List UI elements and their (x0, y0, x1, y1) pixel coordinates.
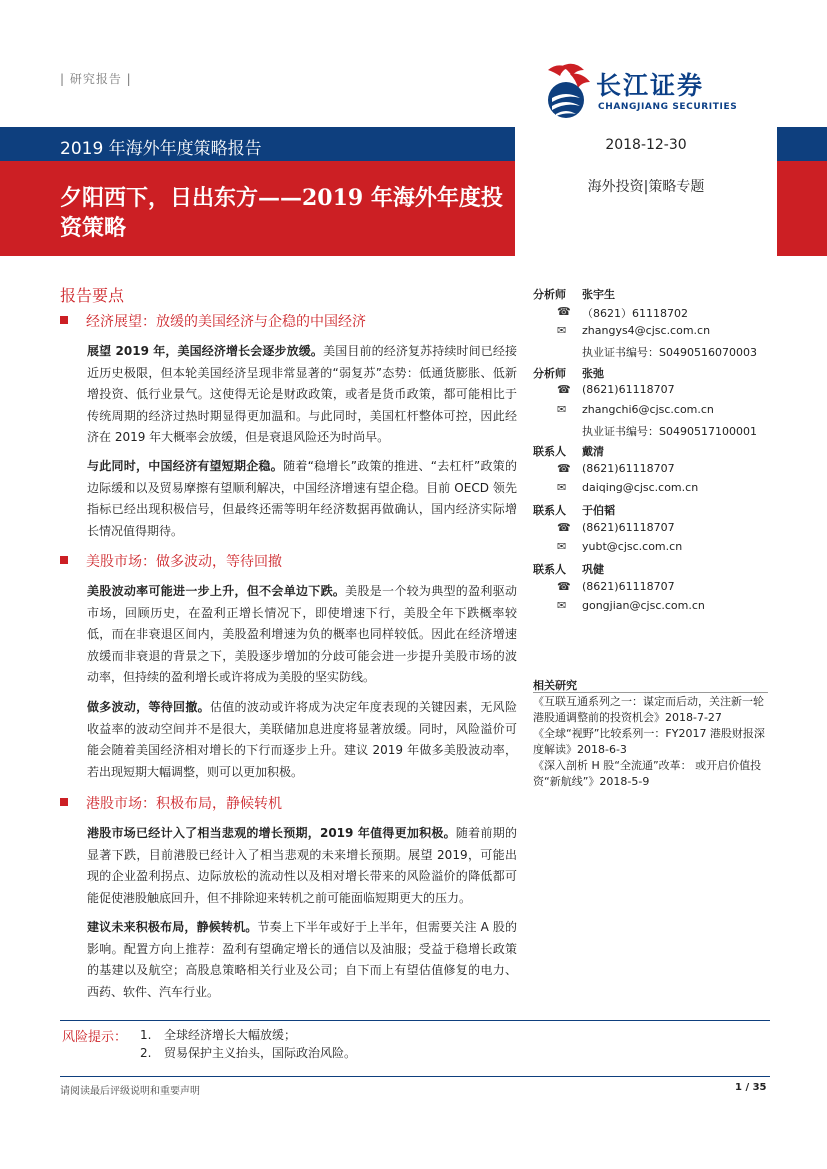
contact-name: 张弛 (582, 367, 604, 380)
paragraph: 展望 2019 年，美国经济增长会逐步放缓。美国目前的经济复苏持续时间已经接近历史极限，但本轮美国经济呈现非常显著的“弱复苏”态势：低通货膨胀、低新增投资、低行业景气。这使得无论是财政政策，或者是货币政策，都可能相比于传统周期的经济过热时期显得更加温和。与此同时，美国杠杆整体可控，因此经济在 2019 年大概率会放缓，但是衰退风险还为时尚早。 (87, 344, 517, 444)
email-icon: ✉ (557, 599, 567, 612)
report-type-tag: | 研究报告 | (60, 72, 132, 86)
contact-role: 分析师 (533, 288, 566, 301)
report-category: 海外投资|策略专题 (587, 179, 705, 195)
related-item[interactable]: 《深入剖析 H 股“全流通”改革： 或开启价值投资“新航线”》2018-5-9 (533, 759, 762, 788)
block-heading: 经济展望：放缓的美国经济与企稳的中国经济 (60, 312, 366, 332)
contact-email[interactable]: yubt@cjsc.com.cn (582, 540, 683, 553)
phone-icon: ☎ (557, 521, 571, 534)
related-research-title: 相关研究 (533, 679, 577, 692)
email-icon: ✉ (557, 324, 567, 337)
email-icon: ✉ (557, 403, 567, 416)
divider (533, 692, 768, 693)
risk-item: 2. 贸易保护主义抬头，国际政治风险。 (140, 1046, 357, 1060)
contact-role: 联系人 (533, 504, 566, 517)
paragraph: 做多波动，等待回撤。估值的波动或许将成为决定年度表现的关键因素，无风险收益率的波动空间并不是很大，美联储加息进度将显著放缓。同时，风险溢价可能会随着美国经济相对增长的下行而逐步上升。建议 2019 年做多美股波动率，若出现短期大幅调整，则可以更加积极。 (87, 700, 517, 779)
phone-icon: ☎ (557, 383, 571, 396)
bullet-square-icon (60, 798, 68, 806)
contact-name: 戴清 (582, 445, 604, 458)
report-date: 2018-12-30 (605, 137, 687, 153)
contact-phone: （8621）61118702 (582, 307, 688, 320)
related-item[interactable]: 《全球“视野”比较系列一：FY2017 港股财报深度解读》2018-6-3 (533, 727, 765, 756)
contact-cert: 执业证书编号：S0490516070003 (582, 346, 757, 359)
phone-icon: ☎ (557, 305, 571, 318)
footer-disclaimer[interactable]: 请阅读最后评级说明和重要声明 (60, 1086, 200, 1097)
contact-name: 于伯韬 (582, 504, 615, 517)
bullet-square-icon (60, 316, 68, 324)
paragraph: 与此同时，中国经济有望短期企稳。随着“稳增长”政策的推进、“去杠杆”政策的边际缓和以及贸易摩擦有望顺利解决，中国经济增速有望企稳。目前 OECD 领先指标已经出现积极信号，但最终还需等明年经济数据再做确认，国内经济实际增长情况值得期待。 (87, 459, 517, 538)
related-item[interactable]: 《互联互通系列之一：谋定而后动，关注新一轮港股通调整前的投资机会》2018-7-27 (533, 695, 764, 724)
contact-role: 联系人 (533, 445, 566, 458)
contact-phone: (8621)61118707 (582, 383, 675, 396)
email-icon: ✉ (557, 540, 567, 553)
divider (60, 1020, 770, 1021)
contact-email[interactable]: zhangchi6@cjsc.com.cn (582, 403, 714, 416)
contact-email[interactable]: zhangys4@cjsc.com.cn (582, 324, 711, 337)
paragraph: 建议未来积极布局，静候转机。节奏上下半年或好于上半年，但需要关注 A 股的影响。配置方向上推荐：盈利有望确定增长的通信以及油服；受益于稳增长政策的基建以及航空；高股息策略相关行业及公司；自下而上有望估值修复的电力、西药、软件、汽车行业。 (87, 920, 517, 999)
contact-email[interactable]: daiqing@cjsc.com.cn (582, 481, 699, 494)
risk-label: 风险提示： (62, 1030, 128, 1045)
bullet-square-icon (60, 556, 68, 564)
contact-phone: (8621)61118707 (582, 580, 675, 593)
report-series: 2019 年海外年度策略报告 (60, 139, 262, 159)
email-icon: ✉ (557, 481, 567, 494)
contact-cert: 执业证书编号：S0490517100001 (582, 425, 757, 438)
risk-item: 1. 全球经济增长大幅放缓； (140, 1028, 297, 1042)
contact-email[interactable]: gongjian@cjsc.com.cn (582, 599, 705, 612)
paragraph: 美股波动率可能进一步上升，但不会单边下跌。美股是一个较为典型的盈利驱动市场，回顾历史，在盈利正增长情况下，即使增速下行，美股全年下跌概率较低，而在非衰退区间内，美股盈利增速为负的概率也同样较低。因此在经济增速放缓而非衰退的背景之下，美股逐步增加的分歧可能会进一步提升美股市场的波动率，但持续的盈利增长或许将成为美股的坚实防线。 (87, 584, 517, 684)
block-heading: 港股市场：积极布局，静候转机 (60, 794, 282, 814)
contact-name: 张宇生 (582, 288, 615, 301)
company-logo-icon (540, 60, 594, 124)
contact-role: 联系人 (533, 563, 566, 576)
report-title: 夕阳西下，日出东方——2019 年海外年度投资策略 (60, 185, 503, 241)
block-heading: 美股市场：做多波动，等待回撤 (60, 552, 282, 572)
contact-role: 分析师 (533, 367, 566, 380)
contact-phone: (8621)61118707 (582, 521, 675, 534)
contact-phone: (8621)61118707 (582, 462, 675, 475)
logo-text: 长江证券 (596, 71, 705, 100)
phone-icon: ☎ (557, 580, 571, 593)
section-title: 报告要点 (60, 286, 125, 305)
phone-icon: ☎ (557, 462, 571, 475)
logo-english-text: CHANGJIANG SECURITIES (598, 102, 738, 112)
page-number: 1 / 35 (735, 1082, 767, 1093)
paragraph: 港股市场已经计入了相当悲观的增长预期，2019 年值得更加积极。随着前期的显著下跌，目前港股已经计入了相当悲观的未来增长预期。展望 2019，可能出现的企业盈利拐点、边际放松的流动性以及相对增长带来的风险溢价的降低都可能促使港股触底回升，但不排除迎来转机之前可能面临短期更大的压力。 (87, 826, 517, 905)
contact-name: 巩健 (582, 563, 604, 576)
footer-divider (60, 1076, 770, 1077)
